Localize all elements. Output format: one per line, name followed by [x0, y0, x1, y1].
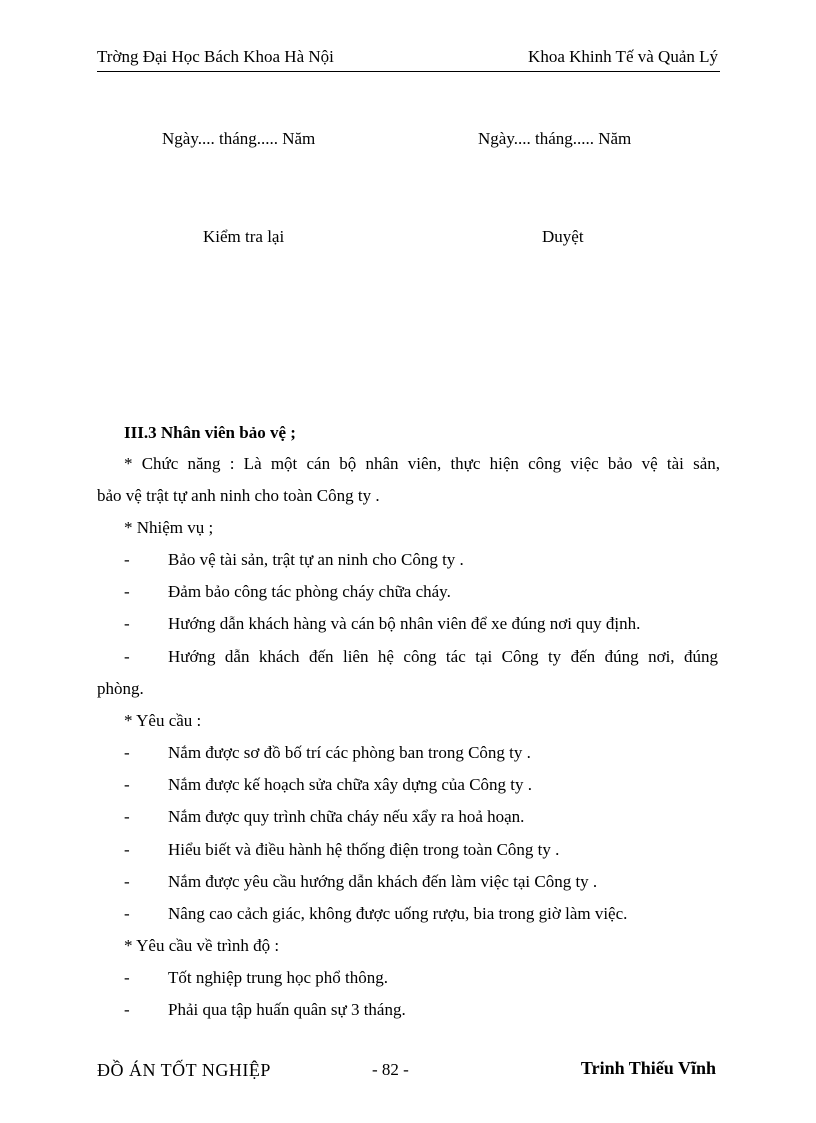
bullet: - [124, 582, 130, 601]
requirement-item: Nâng cao cảch giác, không được uống rượu, bia trong giờ làm việc. [168, 904, 628, 923]
bullet: - [124, 775, 130, 794]
requirement-item: Nắm được quy trình chữa cháy nếu xẩy ra hoả hoạn. [168, 807, 525, 826]
bullet: - [124, 968, 130, 987]
footer-author: Trinh Thiếu Vĩnh [580, 1058, 716, 1078]
signature-role-right: Duyệt [542, 227, 584, 246]
bullet: - [124, 647, 130, 666]
bullet: - [124, 840, 130, 859]
duty-item-wrap: phòng. [97, 679, 144, 698]
bullet: - [124, 614, 130, 633]
duty-item: Đảm bảo công tác phòng cháy chữa cháy. [168, 582, 451, 601]
header-left: Trờng Đại Học Bách Khoa Hà Nội [97, 47, 334, 66]
duty-item: Bảo vệ tài sản, trật tự an ninh cho Công ty . [168, 550, 464, 569]
qualification-heading: * Yêu cầu về trình độ : [124, 936, 280, 955]
section-title: III.3 Nhân viên bảo vệ ; [124, 423, 296, 442]
bullet: - [124, 807, 130, 826]
function-line-2: bảo vệ trật tự anh ninh cho toàn Công ty . [97, 486, 380, 505]
signature-date-left: Ngày.... tháng..... Năm [162, 129, 316, 148]
bullet: - [124, 550, 130, 569]
bullet: - [124, 743, 130, 762]
signature-date-right: Ngày.... tháng..... Năm [478, 129, 632, 148]
qualification-item: Phải qua tập huấn quân sự 3 tháng. [168, 1000, 406, 1019]
signature-role-left: Kiểm tra lại [203, 227, 285, 246]
requirement-item: Hiểu biết và điều hành hệ thống điện trong toàn Công ty . [168, 840, 560, 859]
requirements-heading: * Yêu cầu : [124, 711, 202, 730]
function-line-1: * Chức năng : Là một cán bộ nhân viên, thực hiện công việc bảo vệ tài sản, [124, 454, 720, 473]
bullet: - [124, 1000, 130, 1019]
bullet: - [124, 872, 130, 891]
header-right: Khoa Khinh Tế và Quản Lý [528, 47, 718, 66]
duty-item: Hướng dẫn khách hàng và cán bộ nhân viên để xe đúng nơi quy định. [168, 614, 641, 633]
header-rule [97, 71, 720, 72]
requirement-item: Nắm được yêu cầu hướng dẫn khách đến làm việc tại Công ty . [168, 872, 598, 891]
bullet: - [124, 904, 130, 923]
qualification-item: Tốt nghiệp trung học phổ thông. [168, 968, 389, 987]
requirement-item: Nắm được sơ đồ bố trí các phòng ban trong Công ty . [168, 743, 531, 762]
page-number: - 82 - [372, 1060, 409, 1079]
requirement-item: Nắm được kế hoạch sửa chữa xây dựng của Công ty . [168, 775, 533, 794]
duties-heading: * Nhiệm vụ ; [124, 518, 214, 537]
footer-title: ĐỒ ÁN TỐT NGHIỆP [97, 1060, 271, 1080]
duty-item: Hướng dẫn khách đến liên hệ công tác tại Công ty đến đúng nơi, đúng [168, 647, 718, 666]
